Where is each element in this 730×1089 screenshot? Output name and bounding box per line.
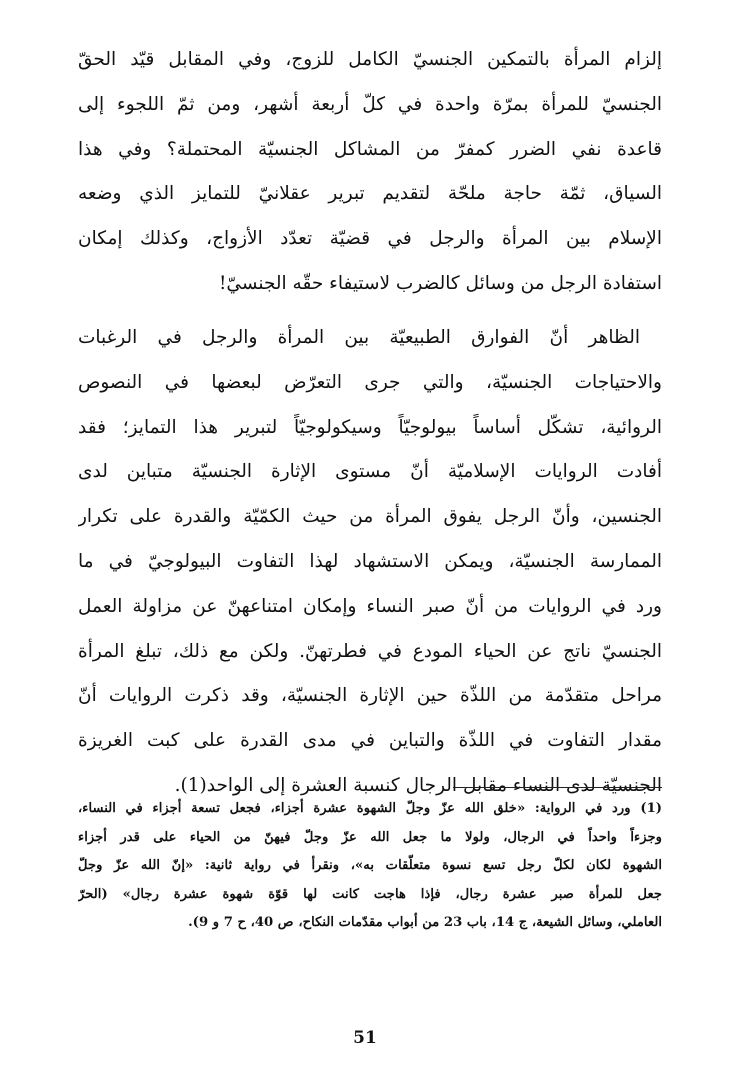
text-line: الجنسيّة لدى النساء مقابل الرجال كنسبة العشرة إلى الواحد(1). xyxy=(174,774,662,796)
text-line xyxy=(78,316,662,361)
text-line: الجنسين، وأنّ الرجل يفوق المرأة من حيث الكمّيّة والقدرة على تكرار xyxy=(78,506,662,528)
footnote-line: جعل للمرأة صبر عشرة رجال، فإذا هاجت كانت لها قوّة شهوة عشرة رجال» (الحرّ xyxy=(78,886,662,902)
text-line: الروائية، تشكّل أساساً بيولوجيّاً وسيكولوجيّاً لتبرير هذا التمايز؛ فقد xyxy=(78,416,662,438)
footnote xyxy=(78,795,662,938)
text-line: السياق، ثمّة حاجة ملحّة لتقديم تبرير عقلانيّ للتمايز الذي وضعه xyxy=(78,183,662,205)
footnote-divider xyxy=(453,787,662,788)
text-line: الجنسيّ للمرأة بمرّة واحدة في كلّ أربعة أشهر، ومن ثمّ اللجوء إلى xyxy=(78,93,662,115)
text-line: إلزام المرأة بالتمكين الجنسيّ الكامل للزوج، وفي المقابل قيّد الحقّ xyxy=(78,49,662,70)
text-line: الإسلام بين المرأة والرجل في قضيّة تعدّد الأزواج، وكذلك إمكان xyxy=(78,228,662,250)
text-line: ورد في الروايات من أنّ صبر النساء وإمكان امتناعهنّ عن مزاولة العمل xyxy=(78,595,662,617)
footnote-line: الشهوة لكان لكلّ رجل تسع نسوة متعلّقات به»، ونقرأ في رواية ثانية: «إنّ الله عزّ وجلّ xyxy=(78,858,662,873)
paragraph-2 xyxy=(78,316,662,809)
text-line: قاعدة نفي الضرر كمفرّ من المشاكل الجنسيّة المحتملة؟ وفي هذا xyxy=(78,138,662,160)
text-line: أفادت الروايات الإسلاميّة أنّ مستوى الإثارة الجنسيّة متباين لدى xyxy=(78,461,662,483)
page-number: 51 xyxy=(353,1028,377,1048)
text-line: الممارسة الجنسيّة، ويمكن الاستشهاد لهذا التفاوت البيولوجيّ في ما xyxy=(78,550,662,572)
text-line: والاحتياجات الجنسيّة، والتي جرى التعرّض لبعضها في النصوص xyxy=(78,371,662,393)
text-line-content: الظاهر أنّ الفوارق الطبيعيّة بين المرأة والرجل في الرغبات xyxy=(78,327,640,348)
text-line: استفادة الرجل من وسائل كالضرب لاستيفاء حقّه الجنسيّ! xyxy=(219,272,662,294)
text-line: مقدار التفاوت في اللذّة والتباين في مدى القدرة على كبت الغريزة xyxy=(78,730,662,752)
text-line: الجنسيّ ناتج عن الحياء المودع في فطرتهنّ. ولكن مع ذلك، تبلغ المرأة xyxy=(78,640,662,662)
footnote-line: وجزءاً واحداً في الرجال، ولولا ما جعل الله عزّ وجلّ فيهنّ من الحياء على قدر أجزاء xyxy=(78,829,662,845)
footnote-line: (1) ورد في الرواية: «خلق الله عزّ وجلّ الشهوة عشرة أجزاء، فجعل تسعة أجزاء في النساء، xyxy=(78,801,662,816)
footnote-line: العاملي، وسائل الشيعة، ج 14، باب 23 من أبواب مقدّمات النكاح، ص 40، ح 7 و 9). xyxy=(188,915,662,930)
text-line: مراحل متقدّمة من اللذّة حين الإثارة الجنسيّة، وقد ذكرت الروايات أنّ xyxy=(78,685,662,707)
paragraph-1 xyxy=(78,38,662,307)
